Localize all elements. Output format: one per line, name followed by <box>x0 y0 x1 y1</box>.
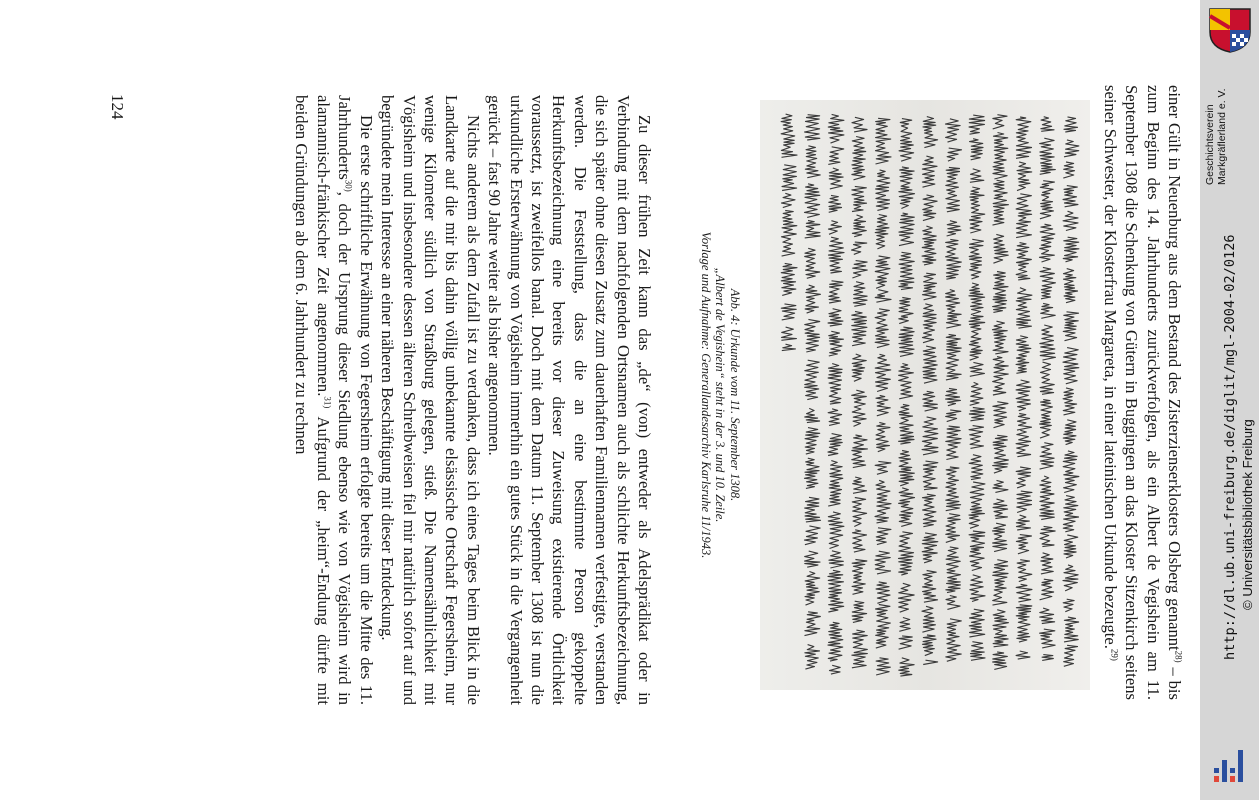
manuscript-line <box>993 115 1009 670</box>
manuscript-line <box>922 117 938 665</box>
document-url-link[interactable]: http://dl.ub.uni-freiburg.de/diglit/mgl-2004-02/0126 <box>1222 234 1238 660</box>
caption-line-1: Abb. 4: Urkunde vom 11. September 1308. <box>728 288 742 502</box>
paragraph-2: Nichts anderem als dem Zufall ist zu verdanken, dass ich eines Tages beim Blick in die Landkarte auf die mir bis dahin völlig unbekannte elsässische Ortschaft Fegersheim, nur wenige Kilometer südlich von Straßburg gelegen, stieß. Die Namensähnlichkeit mit Vögisheim und insbesondere dessen älteren Schreibweisen fiel mir natürlich sofort auf und begründete mein Interesse an einer näheren Beschäftigung mit dieser Entdeckung. <box>378 95 483 705</box>
caption-line-3: Vorlage und Aufnahme: Generallandesarchiv Karlsruhe 11/1943. <box>699 231 713 559</box>
manuscript-line <box>852 117 868 668</box>
footnote-ref-29[interactable]: 29) <box>1109 648 1120 661</box>
page-number: 124 <box>108 94 127 120</box>
figure-abb-4 <box>699 100 1091 690</box>
paragraph-3-text-c: Aufgrund der „heim“-Endung dürfte mit beiden Gründungen ab dem 6. Jahrhundert zu rechnen <box>292 95 333 705</box>
manuscript-line <box>805 115 821 669</box>
society-name-line-2[interactable]: Markgräflerland e. V. <box>1216 88 1228 185</box>
paragraph-3-text-a: Die erste schriftliche Erwähnung von Fegersheim erfolgte bereits um die Mitte des 11. Jahrhunderts <box>335 95 376 705</box>
manuscript-line <box>1016 117 1032 659</box>
society-crest-icon[interactable] <box>1206 6 1254 54</box>
manuscript-line <box>1063 117 1079 666</box>
caption-line-2: „Albert de Vegishein“ steht in der 3. und 10. Zeile. <box>713 267 728 523</box>
society-name-line-1[interactable]: Geschichtsverein <box>1204 104 1216 185</box>
manuscript-line <box>899 119 915 677</box>
footnote-ref-28[interactable]: 28) <box>1173 650 1184 663</box>
viewer-sidebar <box>1200 0 1259 800</box>
manuscript-line <box>781 114 797 351</box>
manuscript-image <box>760 100 1090 690</box>
footnote-ref-31[interactable]: 31) <box>322 396 333 409</box>
manuscript-line <box>828 114 844 674</box>
figure-caption <box>699 100 743 690</box>
library-copyright: © Universitätsbibliothek Freiburg <box>1240 419 1255 610</box>
manuscript-line <box>969 115 985 660</box>
manuscript-line <box>946 119 962 662</box>
lower-text <box>291 95 655 705</box>
manuscript-line <box>875 118 891 675</box>
upper-text-2: – bis zum Beginn des 14. Jahrhunderts zurückverfolgen, als ein Albert de Vegishein am 11. September 1308 die Schenkung von Gütern in Buggingen an das Kloster Sitzenkirch seitens seiner Schwester, der Klosterfrau Margareta, in einer lateinischen Urkunde bezeugte. <box>1100 85 1184 700</box>
footnote-ref-30[interactable]: 30) <box>343 179 354 192</box>
manuscript-line <box>1040 117 1056 661</box>
paragraph-3 <box>291 95 377 705</box>
paragraph-1: Zu dieser frühen Zeit kann das „de“ (von) entweder als Adelsprädikat oder in Verbindung mit dem nachfolgenden Ortsnamen auch als schlichte Herkunftsbezeichnung, die sich später ohne diesen Zusatz zum dauerhaften Familiennamen verfestigte, verstanden werden. Die Feststellung, dass die an eine bestimmte Person gekoppelte Herkunftsbezeichnung eine bereits vor dieser Zuweisung existierende Örtlichkeit voraussetzt, ist zweifellos banal. Doch mit dem Datum 11. September 1308 ist nun die urkundliche Ersterwähnung von Vögisheim immerhin ein gutes Stück in die Vergangenheit gerückt – fast 90 Jahre weiter als bisher angenommen. <box>485 95 654 705</box>
paragraph-3-text-b: , doch der Ursprung dieser Siedlung ebenso wie von Vögisheim wird in alamannisch-fränkischer Zeit angenommen. <box>313 95 355 705</box>
upper-paragraph <box>1099 85 1185 700</box>
upper-text-1: einer Gült in Neuenburg aus dem Bestand des Zisterzienserklosters Olsberg genannt <box>1165 85 1184 651</box>
university-library-logo-icon[interactable] <box>1212 746 1248 786</box>
